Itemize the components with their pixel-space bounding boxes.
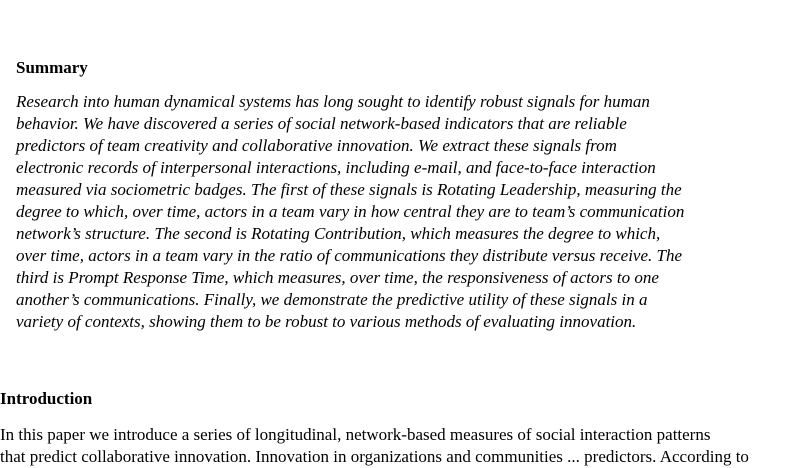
summary-line: behavior. We have discovered a series of social network-based indicators that are reliable: [16, 114, 627, 133]
introduction-paragraph: [0, 424, 800, 468]
summary-line: Research into human dynamical systems has long sought to identify robust signals for human: [16, 92, 650, 111]
introduction-line: that predict collaborative innovation. Innovation in organizations and communities ... predictors. According to: [0, 447, 749, 466]
summary-heading: Summary: [16, 58, 88, 77]
summary-line: electronic records of interpersonal interactions, including e-mail, and face-to-face interaction: [16, 158, 656, 177]
summary-line: over time, actors in a team vary in the ratio of communications they distribute versus receive. The: [16, 246, 683, 265]
summary-paragraph: [16, 91, 800, 333]
summary-line: another’s communications. Finally, we demonstrate the predictive utility of these signals in a: [16, 290, 648, 309]
summary-line: degree to which, over time, actors in a team vary in how central they are to team’s communication: [16, 202, 685, 221]
summary-line: third is Prompt Response Time, which measures, over time, the responsiveness of actors to one: [16, 268, 659, 287]
summary-line: network’s structure. The second is Rotating Contribution, which measures the degree to which,: [16, 224, 661, 243]
summary-line: measured via sociometric badges. The first of these signals is Rotating Leadership, measuring the: [16, 180, 682, 199]
introduction-line: In this paper we introduce a series of longitudinal, network-based measures of social interaction patterns: [0, 425, 711, 444]
summary-line: variety of contexts, showing them to be robust to various methods of evaluating innovation.: [16, 312, 637, 331]
summary-line: predictors of team creativity and collaborative innovation. We extract these signals from: [16, 136, 617, 155]
introduction-heading: Introduction: [0, 389, 93, 408]
